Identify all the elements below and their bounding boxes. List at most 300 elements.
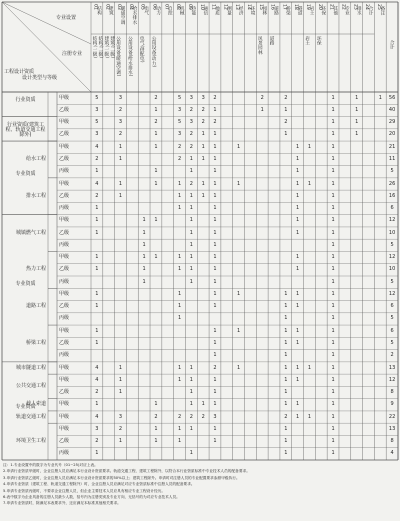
table-cell: 2 <box>118 106 123 113</box>
column-name: 道路 <box>273 6 279 16</box>
table-cell: 1 <box>331 290 335 297</box>
column-sub-label: 结构(一级) <box>92 36 97 58</box>
corner-diagonal-2 <box>2 2 91 44</box>
column-name: 桥梁 <box>285 6 291 16</box>
column-number: 15 <box>257 4 263 10</box>
table-cell: 1 <box>331 168 335 175</box>
table-cell: 2 <box>189 131 193 138</box>
table-cell: 1 <box>331 389 335 396</box>
table-cell: 1 <box>284 425 288 432</box>
table-cell: 1 <box>118 389 123 396</box>
column-name: 备注 <box>379 6 385 16</box>
column-name: 园林 <box>261 6 267 16</box>
column-name: 岩土 <box>309 6 315 16</box>
table-cell: 1 <box>331 413 335 420</box>
table-cell: 1 <box>331 278 335 285</box>
subgroup-label: 排水工程 <box>25 192 46 199</box>
footnote-line: 5.申请专业资质丙级时，不要求企业注册人员，但企业主要技术人员应具有相应专业工程设计经历。 <box>3 488 166 493</box>
column-number: 23 <box>352 4 358 10</box>
table-cell: 1 <box>142 266 146 273</box>
table-cell: 1 <box>142 278 146 285</box>
row-total: 12 <box>388 290 396 297</box>
column-number: 07 <box>163 4 169 10</box>
footnote-line: 4.申请专业资质（建筑工程、轨道交通工程除外）时，企业注册人员应满足对应专业资质标准中注册人员的配备要求。 <box>3 482 195 487</box>
table-cell: 1 <box>201 401 205 408</box>
table-cell: 1 <box>189 168 193 175</box>
table-cell: 1 <box>189 425 193 432</box>
table-cell: 1 <box>284 389 288 396</box>
table-cell: 1 <box>307 364 312 371</box>
column-sub-label: 建筑(一级) <box>103 36 109 58</box>
table-cell: 2 <box>213 119 217 126</box>
row-total: 13 <box>388 364 396 371</box>
table-cell: 3 <box>213 413 217 420</box>
table-cell: 1 <box>154 131 158 138</box>
table-cell: 2 <box>284 94 288 101</box>
column-name: 其他 <box>332 6 338 16</box>
table-cell: 1 <box>331 266 335 273</box>
row-total: 5 <box>390 315 394 322</box>
column-number: 05 <box>139 4 145 10</box>
column-sub-label: 结构(二级) <box>97 36 103 58</box>
table-cell: 1 <box>331 119 335 126</box>
table-cell: 1 <box>95 339 99 346</box>
row-total: 8 <box>390 389 394 396</box>
table-cell: 3 <box>189 119 193 126</box>
column-name: 合计 <box>368 6 374 16</box>
table-cell: 1 <box>95 401 99 408</box>
table-cell: 1 <box>177 425 182 432</box>
table-cell: 1 <box>296 155 300 162</box>
table-cell: 5 <box>177 119 182 126</box>
column-number: 10 <box>198 4 204 10</box>
subgroup-label: 给水工程 <box>25 155 46 162</box>
column-number: 21 <box>328 4 334 10</box>
row-grade: 甲级 <box>59 327 70 334</box>
column-number: 03 <box>116 4 122 10</box>
table-cell: 1 <box>201 180 205 187</box>
column-sub-label: 电气(供配电) <box>139 36 145 63</box>
table-cell: 2 <box>154 413 158 420</box>
table-cell: 1 <box>284 131 288 138</box>
row-grade: 甲级 <box>59 290 70 297</box>
table-cell: 1 <box>213 327 217 334</box>
column-sub-label: 公用设备(暖通空调) <box>115 36 121 77</box>
row-total: 29 <box>388 119 396 126</box>
table-cell: 1 <box>142 217 146 224</box>
table-cell: 1 <box>142 241 146 248</box>
column-number: 17 <box>281 4 287 10</box>
column-number: 22 <box>340 4 346 10</box>
table-cell: 1 <box>284 303 288 310</box>
footnote-line: 2.申请行业资质甲级时，企业注册人员应满足本行业设计资质要求。轨道交通工程、建筑工程除外，以符合本行业资质标准中专业技术人员的配备要求。 <box>3 469 250 474</box>
column-number: 12 <box>222 4 228 10</box>
table-cell: 1 <box>213 303 217 310</box>
row-total: 11 <box>388 155 396 162</box>
table-cell: 1 <box>118 155 123 162</box>
table-cell: 1 <box>331 143 335 150</box>
column-number: 01 <box>92 4 98 10</box>
row-total: 12 <box>388 376 396 383</box>
row-total: 10 <box>388 229 396 236</box>
table-cell: 3 <box>177 106 182 113</box>
table-cell: 1 <box>154 168 158 175</box>
table-cell: 2 <box>177 413 182 420</box>
table-cell: 1 <box>189 241 193 248</box>
table-cell: 3 <box>118 413 123 420</box>
table-cell: 1 <box>331 438 335 445</box>
subgroup-label: 轨道交通工程 <box>15 413 46 420</box>
table-cell: 1 <box>95 327 99 334</box>
footnotes <box>3 462 397 507</box>
table-cell: 1 <box>95 290 99 297</box>
table-cell: 1 <box>296 413 300 420</box>
table-cell: 1 <box>296 339 300 346</box>
column-name: 自控 <box>167 6 173 16</box>
table-cell: 1 <box>307 180 312 187</box>
row-total: 6 <box>390 205 394 212</box>
table-cell: 1 <box>95 303 99 310</box>
table-cell: 1 <box>189 217 193 224</box>
table-cell: 1 <box>331 155 335 162</box>
row-total: 4 <box>390 450 394 457</box>
column-number: 25 <box>375 4 381 10</box>
table-cell: 5 <box>95 119 99 126</box>
table-cell: 2 <box>189 106 193 113</box>
table-cell: 1 <box>284 106 288 113</box>
row-total: 10 <box>388 266 396 273</box>
table-cell: 1 <box>213 143 217 150</box>
table-cell: 1 <box>260 106 264 113</box>
row-grade: 甲级 <box>59 217 70 224</box>
row-grade: 丙级 <box>59 352 70 359</box>
column-number: 18 <box>293 4 299 10</box>
table-cell: 1 <box>284 450 288 457</box>
table-cell: 1 <box>284 327 288 334</box>
table-cell: 1 <box>189 278 193 285</box>
table-cell: 2 <box>189 413 193 420</box>
table-cell: 2 <box>154 119 158 126</box>
column-name: 给水排水 <box>131 6 137 25</box>
table-cell: 1 <box>331 229 335 236</box>
table-cell: 1 <box>284 290 288 297</box>
table-cell: 1 <box>177 205 182 212</box>
row-total: 9 <box>390 401 394 408</box>
table-cell: 2 <box>189 180 193 187</box>
table-cell: 1 <box>331 339 335 346</box>
column-number: 02 <box>104 4 110 10</box>
table-cell: 1 <box>331 364 335 371</box>
column-name: 机械 <box>179 6 185 16</box>
table-cell: 1 <box>177 364 182 371</box>
row-grade: 丙级 <box>59 278 70 285</box>
table-cell: 1 <box>284 339 288 346</box>
table-cell: 1 <box>213 401 217 408</box>
column-name: 排水 <box>356 6 362 16</box>
table-cell: 1 <box>189 155 193 162</box>
column-name: 建筑 <box>108 6 114 16</box>
row-grade: 甲级 <box>59 364 70 371</box>
table-cell: 1 <box>331 327 335 334</box>
column-name: 结构 <box>96 6 102 16</box>
table-cell: 3 <box>118 119 123 126</box>
table-cell: 1 <box>237 180 241 187</box>
column-name: 热能 <box>190 6 196 16</box>
table-cell: 1 <box>189 192 193 199</box>
table-cell: 1 <box>237 364 241 371</box>
table-cell: 1 <box>331 205 335 212</box>
table-cell: 2 <box>284 413 288 420</box>
row-grade: 甲级 <box>59 376 70 383</box>
table-cell: 2 <box>284 119 288 126</box>
footnote-line: 3.申请行业资质乙级时，企业注册人员应满足本行业设计资质要求的50%以上；建筑工程除外。申请时对注册人员的专业配置要求参照甲级执行。 <box>3 475 240 480</box>
table-cell: 1 <box>142 254 146 261</box>
header-design-type: 设计类型与等级 <box>22 75 58 81</box>
row-grade: 甲级 <box>59 425 70 432</box>
table-cell: 2 <box>154 94 158 101</box>
table-cell: 1 <box>213 205 217 212</box>
row-grade: 乙级 <box>59 389 70 396</box>
table-cell: 1 <box>331 217 335 224</box>
table-cell: 1 <box>189 450 193 457</box>
table-cell: 1 <box>189 229 193 236</box>
row-total: 2 <box>390 352 394 359</box>
row-total: 22 <box>388 413 396 420</box>
table-cell: 1 <box>213 229 217 236</box>
table-cell: 2 <box>177 143 182 150</box>
table-cell: 1 <box>95 168 99 175</box>
group-label: 专业资质 <box>15 281 36 288</box>
column-sub-label: 道路 <box>269 36 275 46</box>
table-cell: 1 <box>213 168 217 175</box>
row-total: 5 <box>390 278 394 285</box>
table-cell: 1 <box>118 192 123 199</box>
table-cell: 2 <box>118 131 123 138</box>
table-cell: 1 <box>331 254 335 261</box>
table-cell: 1 <box>213 389 217 396</box>
row-total: 56 <box>388 94 396 101</box>
table-cell: 1 <box>237 327 241 334</box>
table-cell: 1 <box>213 438 217 445</box>
table-cell: 4 <box>95 413 99 420</box>
table-cell: 1 <box>95 450 99 457</box>
column-number: 19 <box>305 4 311 10</box>
table-cell: 1 <box>296 168 300 175</box>
table-cell: 1 <box>213 266 217 273</box>
table-cell: 1 <box>201 192 205 199</box>
subgroup-label: 道路工程 <box>25 303 46 310</box>
footnote-line: 7.申请专业资质时，除满足本表要求外，还应满足本标准其他相关要求。 <box>3 501 121 506</box>
row-grade: 丙级 <box>59 315 70 322</box>
subgroup-label: 热力工程 <box>25 266 46 273</box>
row-grade: 乙级 <box>59 229 70 236</box>
table-cell: 1 <box>296 290 300 297</box>
column-number: 11 <box>210 4 216 10</box>
row-total: 5 <box>390 339 394 346</box>
column-name: 暖通空调 <box>120 6 126 25</box>
table-cell: 2 <box>201 106 205 113</box>
table-cell: 1 <box>331 131 335 138</box>
table-cell: 1 <box>95 254 99 261</box>
table-cell: 2 <box>213 94 217 101</box>
subgroup-label: 公共交通工程 <box>15 382 46 389</box>
table-cell: 2 <box>260 94 264 101</box>
column-name: 专业 <box>344 6 350 16</box>
column-name: 电气 <box>143 6 149 16</box>
table-cell: 1 <box>284 364 288 371</box>
table-cell: 4 <box>95 376 99 383</box>
column-sub-label: 环保 <box>316 36 322 46</box>
footnote-line: 注：1.专业设置中的数字为专业代号（01~25)对应上表。 <box>3 463 98 467</box>
row-total: 5 <box>390 241 394 248</box>
column-name: 测量 <box>226 6 232 16</box>
header-qual-label: 工程设计资质 <box>4 69 35 75</box>
column-sub-label: 风景园林 <box>257 36 263 55</box>
table-cell: 5 <box>95 94 99 101</box>
column-name: 环境 <box>250 6 255 16</box>
footnote-line: 6.表中数字为企业具备的注册人员最少人数，括号内为注册类别及专业方向，无括号的为对应专业技术人员。 <box>3 495 180 500</box>
table-cell: 1 <box>154 438 158 445</box>
row-grade: 乙级 <box>59 339 70 346</box>
table-cell: 1 <box>331 401 335 408</box>
table-cell: 1 <box>296 180 300 187</box>
row-total: 8 <box>390 438 394 445</box>
table-cell: 1 <box>355 119 359 126</box>
table-cell: 1 <box>296 327 300 334</box>
table-cell: 1 <box>331 376 335 383</box>
row-grade: 甲级 <box>59 180 70 187</box>
table-cell: 1 <box>213 217 217 224</box>
table-cell: 1 <box>331 180 335 187</box>
table-cell: 4 <box>95 364 99 371</box>
row-total: 40 <box>388 106 396 113</box>
row-grade: 乙级 <box>59 131 70 138</box>
row-total: 6 <box>390 303 394 310</box>
table-cell: 1 <box>296 143 300 150</box>
row-grade: 丙级 <box>59 205 70 212</box>
header-registration-major: 注册专业 <box>62 51 83 57</box>
row-grade: 乙级 <box>59 155 70 162</box>
table-cell: 3 <box>118 94 123 101</box>
column-number: 24 <box>364 4 370 10</box>
table-cell: 1 <box>154 217 158 224</box>
table-cell: 5 <box>177 94 182 101</box>
column-number: 09 <box>186 4 192 10</box>
table-cell: 1 <box>331 450 335 457</box>
table-cell: 1 <box>296 254 300 261</box>
table-cell: 2 <box>118 425 123 432</box>
table-cell: 1 <box>296 217 300 224</box>
group-label: 专业资质 <box>15 403 36 410</box>
table-cell: 1 <box>118 438 123 445</box>
header-professional-setting: 专业设置 <box>56 15 77 21</box>
table-cell: 1 <box>296 229 300 236</box>
row-grade: 丙级 <box>59 168 70 175</box>
row-total: 13 <box>388 425 396 432</box>
row-grade: 甲级 <box>59 143 70 150</box>
table-cell: 1 <box>213 106 217 113</box>
row-grade: 丙级 <box>59 241 70 248</box>
row-grade: 乙级 <box>59 266 70 273</box>
row-grade: 乙级 <box>59 303 70 310</box>
group-label: 行业资质 <box>15 97 36 104</box>
table-cell: 2 <box>177 155 182 162</box>
table-cell: 1 <box>189 389 193 396</box>
table-cell: 1 <box>296 364 300 371</box>
table-cell: 2 <box>95 192 99 199</box>
table-cell: 1 <box>95 229 99 236</box>
table-cell: 1 <box>213 425 217 432</box>
table-cell: 1 <box>355 106 359 113</box>
table-cell: 2 <box>201 119 205 126</box>
row-grade: 甲级 <box>59 401 70 408</box>
row-total: 5 <box>390 168 394 175</box>
table-cell: 1 <box>331 241 335 248</box>
table-cell: 1 <box>177 290 182 297</box>
table-cell: 1 <box>154 143 158 150</box>
table-cell: 1 <box>331 192 335 199</box>
table-cell: 1 <box>142 229 146 236</box>
table-cell: 1 <box>213 339 217 346</box>
table-cell: 1 <box>177 192 182 199</box>
table-cell: 1 <box>284 376 288 383</box>
row-grade: 乙级 <box>59 192 70 199</box>
table-cell: 1 <box>213 376 217 383</box>
table-cell: 1 <box>189 205 193 212</box>
subgroup-label: 城镇燃气工程 <box>15 229 46 236</box>
table-cell: 1 <box>307 413 312 420</box>
table-cell: 1 <box>189 376 193 383</box>
table-cell: 1 <box>296 303 300 310</box>
subgroup-label: 桥梁工程 <box>25 339 46 346</box>
table-cell: 1 <box>177 254 182 261</box>
row-total: 6 <box>390 327 394 334</box>
table-cell: 1 <box>177 438 182 445</box>
table-cell: 1 <box>213 278 217 285</box>
table-cell: 1 <box>177 266 182 273</box>
column-name: 环保 <box>320 6 326 16</box>
table-cell: 1 <box>213 290 217 297</box>
group-label: 专业资质 <box>15 170 36 177</box>
table-cell: 1 <box>189 254 193 261</box>
table-cell: 1 <box>307 143 312 150</box>
row-total: 12 <box>388 217 396 224</box>
column-name: 通信 <box>202 6 208 16</box>
table-cell: 1 <box>213 352 217 359</box>
table-cell: 1 <box>213 254 217 261</box>
row-total: 16 <box>388 192 396 199</box>
column-number: 06 <box>151 4 157 10</box>
table-cell: 1 <box>237 290 241 297</box>
row-grade: 甲级 <box>59 254 70 261</box>
row-grade: 乙级 <box>59 106 70 113</box>
table-cell: 1 <box>177 180 182 187</box>
row-grade: 甲级 <box>59 94 70 101</box>
table-cell: 1 <box>201 155 205 162</box>
table-cell: 1 <box>213 192 217 199</box>
table-cell: 1 <box>189 266 193 273</box>
table-cell: 1 <box>213 180 217 187</box>
row-grade: 甲级 <box>59 413 70 420</box>
table-cell: 1 <box>355 94 359 101</box>
subgroup-label: 环境卫生工程 <box>15 438 46 445</box>
table-cell: 1 <box>284 315 288 322</box>
table-cell: 1 <box>118 143 123 150</box>
table-cell: 1 <box>118 180 123 187</box>
table-cell: 1 <box>118 376 123 383</box>
column-number: 14 <box>246 4 251 10</box>
row-total: 12 <box>388 254 396 261</box>
